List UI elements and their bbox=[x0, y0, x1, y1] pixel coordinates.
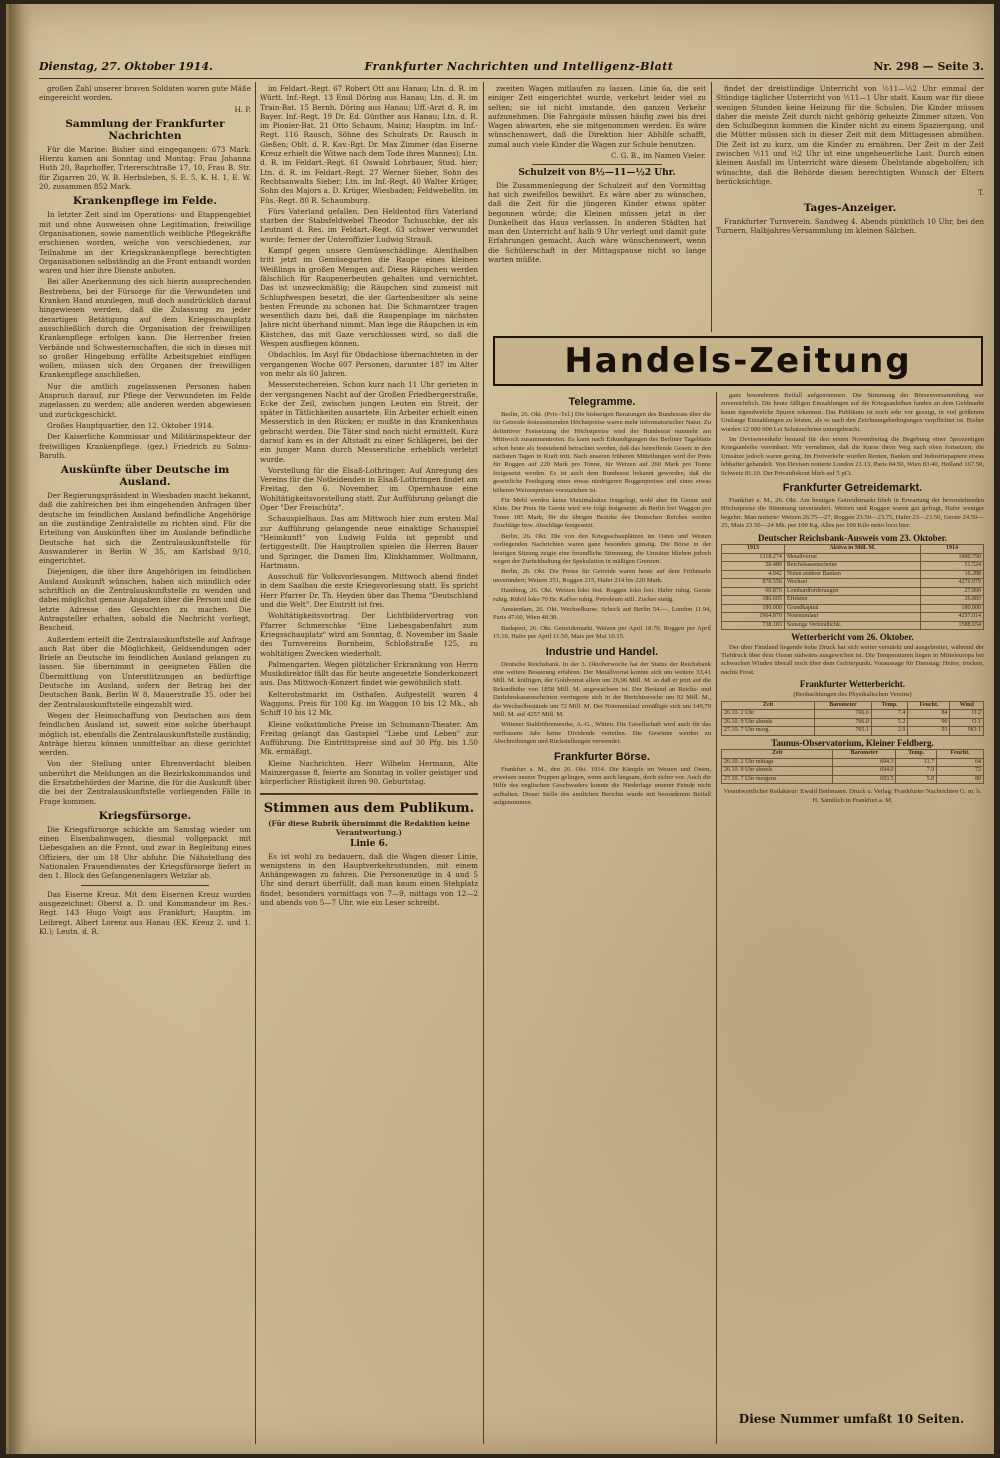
heading-krankenpflege: Krankenpflege im Felde. bbox=[72, 195, 217, 208]
handels-zeitung-banner bbox=[493, 336, 983, 386]
article-text: Frankfurt a. M., den 26. Okt. 1914. Die Kämpfe im Westen und Osten, erweisen unsere Truppen gelingen, wenn auch langsam, doch sicher vor. Auch die Hilfe des englischen Geschwaders konnte die Niederlage unserer Feinde nicht aufhalten. Dieser Stelle des amtlichen Berichts wurde mit besonderem Beifall aufgenommen. bbox=[493, 765, 711, 807]
heading-reichsbank: Deutscher Reichsbank-Ausweis vom 23. Oktober. bbox=[757, 532, 947, 543]
table-cell: 5.8 bbox=[896, 775, 937, 784]
column-divider bbox=[255, 82, 256, 1444]
table-row bbox=[722, 710, 984, 719]
article-signature: Großes Hauptquartier, den 12. Oktober 1914. bbox=[47, 420, 214, 430]
article-text: findet der dreistündige Unterricht von ½11—½2 Uhr einmal der Stündige täglicher Unterricht von ½11—1 Uhr statt. Kaum war für diese wenigen Stunden keine Heizung für die Schulen. Die Kinder müssen daher die meiste Zeit durch nicht gehörig geheizte Zimmer sitzen. Von den Schulbeginn kommen die Kinder nicht zu einem Spaziergang, und die Mütter müssen sich in dieser Zeit mit dem Mittagessen abmühen. Die Zeit ist zu kurz, um die Kinder zu ernähren. Der Zeit in der Zeit zwischen ½11 und ½2 Uhr ist eine ungeheuerliche Last. Durch einen kleinen Ausfall im Unterricht wäre diesem Übelstande abgeholfen; ich wünschte, daß die Behörde diesen berechtigten Wunsch der Eltern berücksichtige. bbox=[716, 84, 984, 186]
heading-wetterbericht: Wetterbericht vom 26. Oktober. bbox=[791, 632, 914, 643]
table-cell: 60.870 bbox=[722, 587, 785, 596]
table-cell: 5.2 bbox=[871, 718, 907, 727]
table-row bbox=[722, 587, 984, 596]
heading-telegramme: Telegramme. bbox=[568, 396, 636, 408]
table-cell: Wechsel bbox=[784, 579, 920, 588]
article-text: Von der Stellung unter Ehrenverdacht bleiben unberührt die Meldungen an die Bezirkskommandos und die Ersatzbehörden der Marine, die für die Auskunft über die bei der Zentralauskunftstelle vorliegenden Fälle in Frage kommen. bbox=[39, 759, 251, 806]
header-rule bbox=[39, 78, 984, 79]
table-row bbox=[722, 613, 984, 622]
table-cell: 180.000 bbox=[921, 604, 984, 613]
article-text: zweiten Wagen mitlaufen zu lassen. Linie 6a, die seit einiger Zeit eingerichtet wurde, verkehrt leider viel zu selten; sie ist nicht imstande, den ganzen Verkehr aufzunehmen. Die Fahrgäste müssen häufig zwei bis drei Wagen abwarten, ehe sie mitgenommen werden. Es wäre wünschenswert, daß die Direktion hier Abhilfe schafft, zumal auch viele Kinder die Wagen zur Schule benutzen. bbox=[488, 84, 706, 149]
article-text: Vorstellung für die Elsaß-Lothringer. Auf Anregung des Vereins für die Notleidenden in Elsaß-Lothringen findet am Freitag, den 6. November, im Opernhause eine Wohltätigkeitsvorstellung statt. Zur Aufführung gelangt die Oper "Der Freischütz". bbox=[260, 465, 478, 513]
header-title: Frankfurter Nachrichten und Intelligenz-Blatt bbox=[364, 60, 674, 73]
table-cell: Notenumlauf bbox=[784, 613, 920, 622]
article-text: Der über Finnland liegende hohe Druck hat sich weiter verstärkt und ausgebreitet, während der Tiefdruck über dem Ozean südwärts ausgewichen ist. Die Temperaturen liegen in Mitteleuropa bei schwachen Winden überall noch über dem Gefrierpunkt. Voraussage für Dienstag: Heiter, trocken, nachts Frost. bbox=[721, 643, 984, 676]
table-cell: Noten anderer Banken bbox=[784, 570, 920, 579]
table-cell: 4257.014 bbox=[921, 613, 984, 622]
heading-schulzeit: Schulzeit von 8½—11—½2 Uhr. bbox=[518, 168, 676, 179]
separator bbox=[532, 164, 663, 165]
article-text: Es ist wohl zu bedauern, daß die Wagen dieser Linie, wenigstens in den Hauptverkehrsstunden, mit einem Anhängewagen zu fahren. Die Personenzüge in 4 und 5 Uhr sind derart überfüllt, daß man kaum einen Stehplatz findet, besonders vormittags von 7—9, mittags von 12—2 und abends von 5—7 Uhr, wie ein Leser schreibt. bbox=[260, 851, 478, 908]
heading-linie-6: Linie 6. bbox=[350, 839, 388, 850]
article-text: Deutsche Reichsbank. In der 3. Oktoberwoche hat der Status der Reichsbank eine weitere Besserung erfahren. Der Metallvorrat konnte sich um weitere 33,41 Mill. M. kräftigen, der Goldvorrat allein um 26,96 Mill. M. so daß er jetzt auf die Rekordhöhe von 1858 Mill. M. angewachsen ist. Der Bestand an Reichs- und Darlehnskassenscheinen verringerte sich in der Berichtswoche um 92 Mill. M., die Wechselbestände um 72 Mill. M. Der Notenumlauf ermäßigte sich um 149,79 Mill. M. auf 4257 Mill. M. bbox=[493, 660, 711, 718]
table-header-row bbox=[722, 750, 984, 759]
table-header-row bbox=[722, 701, 984, 710]
table-row bbox=[722, 570, 984, 579]
column-3-top bbox=[488, 84, 706, 329]
column-divider bbox=[711, 82, 712, 332]
table-header-cell: Temp. bbox=[871, 701, 907, 710]
article-signature: C. G. B., im Namen Vieler. bbox=[610, 151, 706, 161]
table-header-row bbox=[722, 545, 984, 554]
intro-signature: H. P. bbox=[234, 104, 251, 114]
reichsbank-table-body bbox=[722, 553, 984, 630]
article-text: Amsterdam, 26. Okt. Wechselkurse. Scheck auf Berlin 54.—, London 11.94, Paris 47.60, Wien 48.30. bbox=[493, 605, 711, 622]
issue-note: Diese Nummer umfaßt 10 Seiten. bbox=[738, 1412, 965, 1426]
weather-table bbox=[721, 701, 984, 736]
table-cell: 765.1 bbox=[815, 727, 872, 736]
table-header-cell: Zeit bbox=[722, 750, 833, 759]
article-text: Die Zusammenlegung der Schulzeit auf den Vormittag hat sich zweifellos bewährt. Es wäre aber zu wünschen, daß die Zeit für die jüngeren Kinder etwas später begonnen würde; die Kleinen müssen jetzt in der Dunkelheit das Haus verlassen. In anderen Städten hat man den Unterricht auf halb 9 Uhr verlegt und damit gute Erfahrungen gemacht. Auch wäre wünschenswert, wenn die Schülerschaft in der Mittagspause nicht so lange warten müßte. bbox=[488, 180, 706, 265]
heading-kriegsfuersorge: Kriegsfürsorge. bbox=[98, 809, 192, 822]
table-cell: 27.890 bbox=[921, 587, 984, 596]
table-cell: 80 bbox=[937, 775, 984, 784]
article-text: Messerstechereien. Schon kurz nach 11 Uhr gerieten in der vergangenen Nacht auf der Großen Friedbergerstraße, Ecke der Zeil, zwischen jungen Leuten ein Streit, der später in Tätlichkeiten ausartete. Ein Arbeiter erhielt einen Messerstich in den Rücken; er mußte in das Krankenhaus gebracht werden. Die Täter sind noch nicht ermittelt. Kurz darauf kam es in der Altstadt zu einer Schlägerei, bei der ein junger Mann durch Messerstiche erheblich verletzt wurde. bbox=[260, 380, 478, 464]
article-text: Palmengarten. Wegen plötzlicher Erkrankung von Herrn Musikdirektor fällt das für heute angesetzte Sonderkonzert aus. Das Mittwoch-Konzert findet wie gewöhnlich statt. bbox=[260, 659, 478, 688]
table-row bbox=[722, 553, 984, 562]
table-cell: 16.288 bbox=[921, 570, 984, 579]
column-1 bbox=[39, 84, 251, 1444]
article-text: Nur die amtlich zugelassenen Personen haben Anspruch darauf, zur Pflege der Verwundeten im Felde zugelassen zu werden; alle anderen werden abgewiesen und zurückgeschickt. bbox=[39, 381, 251, 419]
table-cell: 50.489 bbox=[722, 562, 785, 571]
handels-column-2 bbox=[721, 392, 984, 1410]
page-header bbox=[39, 60, 984, 76]
table-header-cell: Feucht. bbox=[908, 701, 950, 710]
table-cell: 90 bbox=[908, 718, 950, 727]
table-cell: Effekten bbox=[784, 596, 920, 605]
table-cell: 766.0 bbox=[815, 718, 872, 727]
table-cell: 26.10. 2 Uhr bbox=[722, 710, 815, 719]
table-cell: 7.4 bbox=[871, 710, 907, 719]
table-cell: 1588.654 bbox=[921, 621, 984, 630]
table-row bbox=[722, 718, 984, 727]
table-cell: NO 1 bbox=[950, 727, 984, 736]
heading-stimmen: Stimmen aus dem Publikum. bbox=[263, 800, 475, 816]
table-row bbox=[722, 758, 984, 767]
table-row bbox=[722, 579, 984, 588]
table-header-cell: Zeit bbox=[722, 701, 815, 710]
table-header-cell: Barometer bbox=[815, 701, 872, 710]
heading-tages-anzeiger: Tages-Anzeiger. bbox=[803, 201, 897, 214]
table-cell: O 1 bbox=[950, 718, 984, 727]
table-cell: Grundkapital bbox=[784, 604, 920, 613]
table-header-cell: 1913 bbox=[722, 545, 785, 554]
table-cell: 26.10. 9 Uhr abends bbox=[722, 767, 833, 776]
article-text: Die Kriegsfürsorge schickte am Samstag wieder um einen Eisenbahnwagen, diesmal vollgepackt mit Liebesgaben an die Front, und zwar in Begleitung eines Offiziers, der um 18 Uhr abfuhr. Die Nähstellung des Nationalen Frauendienstes der Kriegsfürsorge liefert in den 1. Block des Gefangenenlagers Wetzlar ab. bbox=[39, 824, 251, 881]
article-text: Hamburg, 26. Okt. Weizen loko fest. Roggen loko fest. Hafer ruhig. Gerste ruhig. Rüböl loko 70 Br. Kaffee ruhig. Petroleum still. Zucker stetig. bbox=[493, 587, 711, 603]
table-cell: 766.6 bbox=[815, 710, 872, 719]
table-cell: 26.883 bbox=[921, 596, 984, 605]
article-text: Das Eiserne Kreuz. Mit dem Eisernen Kreuz wurden ausgezeichnet: Oberst a. D. und Kommandeur im Res.-Regt. 143 Hugo Voigt aus Frankfurt; Hauptm. im Leibregt. Albert Lorenz aus Hanau (EK. Kreuz 2. und 1. Kl.); Leutn. d. R. bbox=[39, 889, 251, 936]
table-cell: 738.183 bbox=[722, 621, 785, 630]
article-text: Kleine Nachrichten. Herr Wilhelm Hermann, Alte Mainzergasse 8, feierte am Sonntag in voller geistiger und körperlicher Rüstigkeit ihren 90. Geburtstag. bbox=[260, 758, 478, 787]
article-text: Schauspielhaus. Das am Mittwoch hier zum ersten Mal zur Aufführung gelangende neue einaktige Schauspiel "Heimkunft" von Ludwig Fulda ist geprobt und fertiggestellt. Die Hauptrollen spielen die Herren Bauer und Springer, die Damen Ilm, Klinkhammer, Wollmann, Hartmann. bbox=[260, 514, 478, 570]
binding-gutter bbox=[9, 4, 31, 1454]
table-cell: 84 bbox=[908, 710, 950, 719]
table-header-cell: Temp. bbox=[896, 750, 937, 759]
heading-frankfurter-wetter: Frankfurter Wetterbericht. bbox=[799, 679, 906, 690]
table-cell: 27.10. 7 Uhr morg. bbox=[722, 727, 815, 736]
table-row bbox=[722, 604, 984, 613]
table-cell: 180.000 bbox=[722, 604, 785, 613]
table-cell: 870.556 bbox=[722, 579, 785, 588]
article-text: In letzter Zeit sind im Operations- und Etappengebiet mit und ohne Ausweisen ohne Legitimation, freiwillige Organisationen, sowie namentlich weibliche Pflegekräfte erschienen worden, welche von verschiedenen, zur Teilnahme an der Kriegskrankenpflege berechtigten Organisationen selbständig an die Front entsandt worden waren und hier ihre Dienste anboten. bbox=[39, 210, 251, 276]
article-text: Diejenigen, die über ihre Angehörigen im feindlichen Ausland Auskunft wünschen, haben sich mündlich oder schriftlich an die Zentralauskunftstelle zu wenden und dabei möglichst genaue Angaben über die Person und die letzte Adresse des Gesuchten zu machen. Die Antragsteller erhalten, sobald die Nachricht vorliegt, Bescheid. bbox=[39, 567, 251, 633]
table-cell: 4276.979 bbox=[921, 579, 984, 588]
heading-getreidemarkt: Frankfurter Getreidemarkt. bbox=[782, 482, 923, 495]
table-row bbox=[722, 596, 984, 605]
newspaper-page bbox=[6, 4, 994, 1454]
article-text: Wegen der Heimschaffung von Deutschen aus dem feindlichen Ausland ist, soweit eine solche überhaupt möglich ist, ebenfalls die Zentralauskunftstelle zuständig; Anträge hierzu können unmittelbar an diese gerichtet werden. bbox=[39, 710, 251, 758]
taunus-table-body bbox=[722, 758, 984, 784]
intro-text: großen Zahl unserer braven Soldaten waren gute Mäße eingereicht worden. bbox=[39, 84, 251, 103]
table-row bbox=[722, 621, 984, 630]
subheading-wetter: (Beobachtungen des Physikalischen Vereins) bbox=[793, 690, 912, 698]
heading-industrie: Industrie und Handel. bbox=[545, 645, 659, 658]
article-text: Berlin, 26. Okt. Die Preise für Getreide waren heute auf dem Frühmarkt unverändert; Weizen 251, Roggen 215, Hafer 214 bis 220 Mark. bbox=[493, 568, 711, 584]
table-header-cell: 1914 bbox=[921, 545, 984, 554]
article-signature: T. bbox=[977, 188, 984, 198]
header-date: Dienstag, 27. Oktober 1914. bbox=[39, 60, 213, 73]
column-2 bbox=[260, 84, 478, 1444]
table-cell: 1880.750 bbox=[921, 553, 984, 562]
article-text: Außerdem erteilt die Zentralauskunftstelle auf Anfrage auch Rat über die Möglichkeit, Geldsendungen oder Briefe an Deutsche im feindlichen Ausland gelangen zu lassen. Sie übernimmt in geeigneten Fällen die Übermittlung von Unterstützungen an bedürftige Deutsche im Ausland, sofern der Betrag bei der Deutschen Bank, Berlin W 8, Mauerstraße 35, oder bei der Zentralauskunftstelle eingezahlt wird. bbox=[39, 634, 251, 709]
article-text: Obdachlos. Im Asyl für Obdachlose übernachteten in der vergangenen Woche 607 Personen, darunter 187 im Alter von mehr als 60 Jahren. bbox=[260, 350, 478, 378]
table-row bbox=[722, 767, 984, 776]
table-header-cell: Barometer bbox=[833, 750, 896, 759]
table-cell: 2.9 bbox=[871, 727, 907, 736]
table-row bbox=[722, 775, 984, 784]
article-text: Im Devisenverkehr bestand für den ersten Novembertag die Begebung einer 5prozentigen Kriegsanleihe vereinbart. Wir vernehmen, daß die Kurse ihren Weg nach oben fortsetzen; die Umsätze jedoch waren gering. Im Freiverkehr wurden Renten, Banken und Industriepapiere etwas lebhafter gehandelt. Von Devisen notierte London 21.13, Paris 84.50, Wien 83.40, Holland 167.50, Schweiz 81.10. Der Privatdiskont blieb auf 5 pCt. bbox=[721, 436, 984, 477]
article-text: Berlin, 26. Okt. (Priv.-Tel.) Die bisherigen Beratungen des Bundesrats über die für Getreide festzusetzenden Höchstpreise waren mehr informatorischer Natur. Zu definitiver Festsetzung der Höchstpreise wird der Bundesrat nunmehr am Mittwoch zusammentreten. Es kann nach Erkundigungen des Berliner Tageblatts schon heute als feststehend betrachtet werden, daß das betreffende Gesetz in den nächsten Tagen in Kraft tritt. Nach unseren früheren Mitteilungen wird der Preis für Roggen auf 220 Mark pro Tonne, für Weizen auf 260 Mark pro Tonne festgesetzt werden. Es ist auch dem Bundesrat bekannt geworden, daß die gesetzliche Festlegung eines etwas niedrigeren Roggenpreises und eines etwas höheren Weizenpreises vorzuziehen ist. bbox=[493, 411, 711, 494]
table-cell: 26.10. 2 Uhr mittags bbox=[722, 758, 833, 767]
table-cell: Reichskassenscheine bbox=[784, 562, 920, 571]
table-cell: 72 bbox=[937, 767, 984, 776]
article-text: Wohltätigkeitsvortrag. Der Lichtbildervortrag von Pfarrer Schmerschke "Eine Liebesgabenfahrt zum Kriegsschauplatz" wird am Sonntag, 8. November im Saale des Turnvereins Bornheim, Schloßstraße 125, zu wohltätigen Zwecken wiederholt. bbox=[260, 611, 478, 658]
column-divider bbox=[483, 82, 484, 1444]
table-cell: 1964.870 bbox=[722, 613, 785, 622]
table-header-cell: Wind bbox=[950, 701, 984, 710]
article-signature: Der Kaiserliche Kommissar und Militärinspekteur der freiwilligen Krankenpflege. (gez.) Friedrich zu Solms-Baruth. bbox=[39, 432, 251, 460]
article-text: Fürs Vaterland gefallen. Den Heldentod fürs Vaterland starben der Stabsfeldwebel Theodor Tschuschke, der als Leutnant d. Res. im Feldart.-Regt. 63 schwer verwundet wurde; ferner der Unteroffizier Ludwig Strauß. bbox=[260, 206, 478, 244]
heading-sammlung: Sammlung der Frankfurter Nachrichten bbox=[65, 117, 225, 142]
table-cell: 694.0 bbox=[833, 767, 896, 776]
article-text: Kelterobstmarkt im Osthafen. Aufgestellt waren 4 Waggons. Preis für 100 Kg. im Waggon 10 bis 12 Mk., ab Schiff 10 bis 12 Mk. bbox=[260, 689, 478, 718]
table-cell: 4.042 bbox=[722, 570, 785, 579]
table-header-cell: Aktiva in Mill. M. bbox=[784, 545, 920, 554]
table-cell: O 2 bbox=[950, 710, 984, 719]
article-text: Kleine volkstümliche Preise im Schumann-Theater. Am Freitag gelangt das Gastspiel "Liebe und Leben" zur Aufführung. Die Eintrittspreise sind auf 30 Pfg. bis 1.50 Mk. ermäßigt. bbox=[260, 719, 478, 757]
column-divider bbox=[716, 392, 717, 1444]
article-text: Wittener Stahlröhrenwerke, A.-G., Witten. Die Gesellschaft wird auch für das verflossene Jahr keine Dividende verteilen. Die Gewinne werden zu Abschreibungen und Rückstellungen verwendet. bbox=[493, 721, 711, 746]
article-text: Berlin, 26. Okt. Die von den Kriegsschauplätzen im Osten und Westen vorliegenden Nachrichten waren ganz besonders günstig. Die Börse in der heutigen Sitzung zeigte eine freundliche Stimmung; die Umsätze blieben jedoch wegen der Zurückhaltung der Spekulation in mäßigen Grenzen. bbox=[493, 532, 711, 565]
article-text: im Feldart.-Regt. 67 Robert Ott aus Hanau; Ltn. d. R. im Württ. Inf.-Regt. 13 Emil Döring aus Hanau; Ltn. d. R. im Train-Bat. 15 Bernh. Döring aus Hanau; Uff.-Arzt d. R. im Bayer. Inf.-Regt. 19 Dr. Ed. Günther aus Hanau; Ltn. d. R. im Pionier-Bat. 21 Otto Schaum, Mainz; Hauptm. im Inf.-Regt. 116 Rausch, Söhne des Schulrats Dr. Rausch in Gießen; Oblt. d. R. Kav.-Rgt. Dr. Max Zimmer (das Eiserne Kreuz erhielt die Witwe nach dem Tode ihres Mannes); Ltn. d. R. im Feldart.-Regt. 61 Oswald Lohrbauer, Stud. hier; Ltn. d. R. im Feldart.-Regt. 27 Werner Sieber, Sohn des Rechtsanwalts Sieber; Ltn. im Inf.-Regt. 40 Walter Krüger, Sohn des Majors a. D. Krüger, Wiesbaden; Feldwebelltn. im Füs.-Regt. 80 R. Schaumburg. bbox=[260, 84, 478, 205]
table-cell: 51.524 bbox=[921, 562, 984, 571]
table-cell: Lombardforderungen bbox=[784, 587, 920, 596]
table-cell: 693.5 bbox=[833, 775, 896, 784]
table-header-cell: Feucht. bbox=[937, 750, 984, 759]
reichsbank-table bbox=[721, 544, 984, 630]
table-cell: 11.7 bbox=[896, 758, 937, 767]
table-cell: 27.10. 7 Uhr morgens bbox=[722, 775, 833, 784]
heading-taunus: Taunus-Observatorium, Kleiner Feldberg. bbox=[771, 737, 934, 748]
table-cell: 26.10. 9 Uhr abends bbox=[722, 718, 815, 727]
article-text: Ausschuß für Volksvorlesungen. Mittwoch abend findet in dem Saalbau die erste Kriegsvorlesung statt. Es spricht Herr Pfarrer Dr. Th. Heyden über das Thema "Deutschland und die Welt". Der Eintritt ist frei. bbox=[260, 572, 478, 610]
article-text: Budapest, 26. Okt. Getreidemarkt. Weizen per April 18.70, Roggen per April 15.10, Hafer per April 11.50, Mais per Mai 10.15. bbox=[493, 624, 711, 641]
article-text: Frankfurter Turnverein. Sandweg 4. Abends pünktlich 10 Uhr, bei den Turnern, Halbjahres-Versammlung im kleinen Sälchen. bbox=[716, 216, 984, 235]
article-text: ganz besonderem Beifall aufgenommen. Die Stimmung der Börsenversammlung war zuversichtlich. Die heute fälligen Einzahlungen auf die Kriegsanleihen fanden an dem Geldmarkt kaum irgendwelche Spuren erkennen. Das Publikum ist noch sehr vor gezeigt, in viel größerem Umfange Einzahlungen zu leisten, als es nach den Zeichnungsbedingungen verpflichtet ist. Bisher wurden 12 000 000 Lei Schatzscheine untergebracht. bbox=[721, 392, 984, 433]
handels-column-1 bbox=[493, 392, 711, 1444]
table-cell: Sonstige Verbindlichk. bbox=[784, 621, 920, 630]
article-text: Der Regierungspräsident in Wiesbaden macht bekannt, daß die zahlreichen bei ihm eingehenden Anfragen über deutsche im feindlichen Ausland befindliche Angehörige an die zuständige Zentralstelle zu richten sind. Für die Erteilung von Auskünften über im Auslande befindliche Deutsche hat sich die Zentralauskunftstelle für Auswanderer in Berlin W 35, am Karlsbad 9/10, eingerichtet. bbox=[39, 491, 251, 566]
article-text: Für Mehl werden keine Maximalsätze festgelegt, wohl aber für Gerste und Kleie. Der Preis für Gerste wird wie folgt festgesetzt: ab Berlin frei Waggon pro Tonne 185 Mark; für die übrigen Bezirke des Deutschen Reiches werden Zuschläge bzw. Abschläge festgesetzt. bbox=[493, 497, 711, 530]
subheading-disclaimer: (Für diese Rubrik übernimmt die Redaktion keine Verantwortung.) bbox=[268, 818, 470, 837]
table-row bbox=[722, 727, 984, 736]
table-cell: 694.3 bbox=[833, 758, 896, 767]
heading-auskuenfte: Auskünfte über Deutsche im Ausland. bbox=[60, 464, 230, 489]
table-cell: 93 bbox=[908, 727, 950, 736]
column-4-top bbox=[716, 84, 984, 329]
table-cell: 186.605 bbox=[722, 596, 785, 605]
heading-boerse: Frankfurter Börse. bbox=[554, 750, 650, 763]
weather-table-body bbox=[722, 710, 984, 736]
table-cell: 1318.274 bbox=[722, 553, 785, 562]
article-text: Kampf gegen unsere Gemüseschädlinge. Alenthalben tritt jetzt im Gemüsegarten die Raupe eines kleinen Weißlings in großen Mengen auf. Diese Räupchen werden fälschlich für Raupenerbeuten gehalten und vernichtet. Das ist unzweckmäßig; die Räupchen sind zumeist mit Schlupfwespen besetzt, die der Gartenbesitzer als seine besten Freunde zu schonen hat. Die Schmarotzer tragen wesentlich dazu bei, daß die Raupenplage im nächsten Jahre nicht überhand nimmt. Man lege die Räupchen in ein Kästchen, das mit Gaze verschlossen wird, so daß die Wespen ausfliegen können. bbox=[260, 246, 478, 349]
table-cell: 7.9 bbox=[896, 767, 937, 776]
header-page: Nr. 298 — Seite 3. bbox=[873, 60, 984, 73]
table-row bbox=[722, 562, 984, 571]
article-text: Frankfurt a. M., 26. Okt. Am heutigen Getreidemarkt blieb in Erwartung der bevorstehenden Höchstpreise die Stimmung unverändert. Weizen und Roggen waren gut gefragt, Hafer weniger begehrt. Man notierte: Weizen 26.75—27, Roggen 23.50—23.75, Hafer 23—23.50, Gerste 24.50—25, Mais 23.50—24 Mk. per 100 Kg. Alles per 100 Kilo netto loco hier. bbox=[721, 497, 984, 530]
article-text: Für die Marine: Bisher sind eingegangen: 673 Mark. Hierzu kamen am Sonntag und Montag: Frau Johanna Huth 20, Baprhoffer, Triererschtraße 17, 10, Frau B. Str. für Zigarren 20, W. B. Herbsleben, S. E. 5, K. H. 1, E. W. 20, zusammen 852 Mark. bbox=[39, 144, 251, 192]
separator bbox=[81, 885, 208, 886]
table-cell: 64 bbox=[937, 758, 984, 767]
taunus-table bbox=[721, 749, 984, 784]
separator bbox=[260, 793, 478, 795]
banner-title: Handels-Zeitung bbox=[564, 341, 912, 381]
article-text: Bei aller Anerkennung des sich hierin aussprechenden Bestrebens, bei der Fürsorge für die Verwundeten und Kranken Hand anzulegen, muß doch ausdrücklich darauf hingewiesen werden, daß die Zulassung zu jeder derartigen Betätigung auf dem Kriegsschauplatz ausschließlich durch die Organisation der freiwilligen Krankenpflege erfolgen kann. Die Herrenber freien Verbände und Schwesternschaften, die sich in dieses mit so großer Hingebung erfüllte Arbeitsgebiet einfügen wollen, müssen sich den Organen der freiwilligen Krankenpflege anschließen. bbox=[39, 277, 251, 380]
publisher-credit: Verantwortlicher Redakteur: Ewald Bethmann. Druck u. Verlag: Frankfurter Nachrichten G. m. b. H. Sämtlich in Frankfurt a. M. bbox=[723, 788, 982, 804]
table-cell: Metallvorrat bbox=[784, 553, 920, 562]
